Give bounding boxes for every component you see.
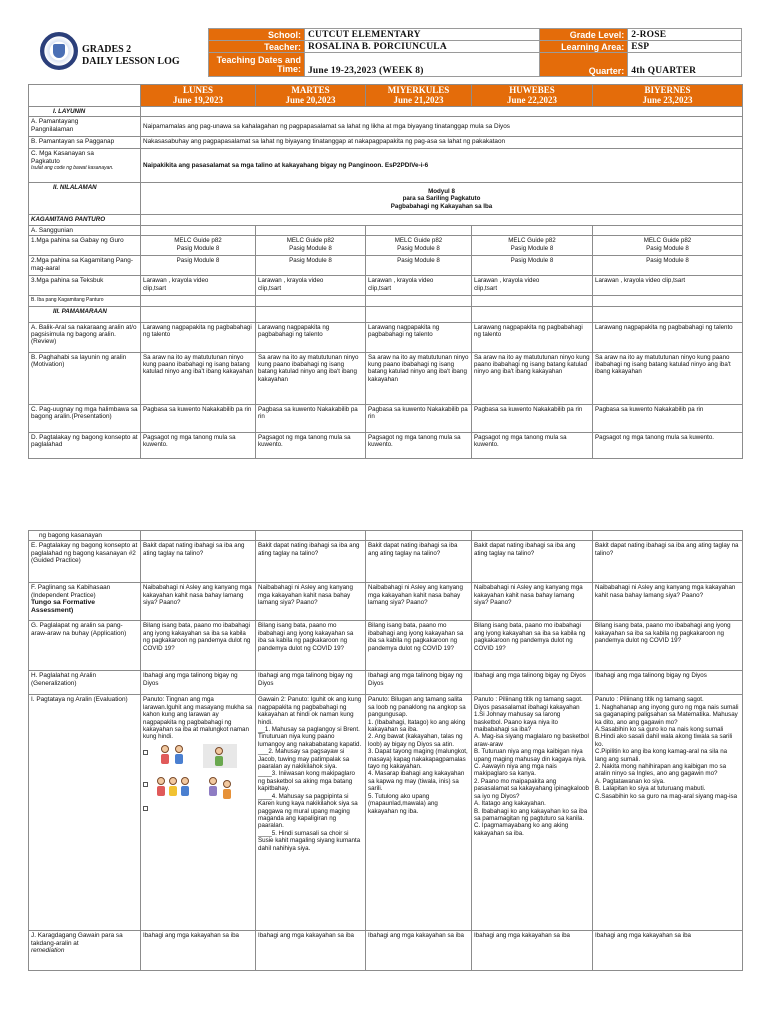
cell-tuesday: Pasig Module 8 — [256, 256, 366, 276]
cell-wednesday: Panuto: Bilugan ang tamang salita sa loob ng panaklong na angkop sa pangungusap. 1. (Ibabahagi, Itatago) ko ang aking kakayahan sa iba. 2. Ang bawat (kakayahan, talas ng loob) ay bigay ng Diyos sa atin. 3. Dapat tayong maging (malungkot, masaya) kapag nakakapagpamalas tayo ng kakayahan. 4. Masarap ibahagi ang kakayahan sa kapwa ng may (tiwala, inis) sa sarili. 5. Tutulong ako upang (mapaunlad,mawala) ang kakayahan ng iba. — [366, 695, 472, 931]
row-label: H. Paglalahat ng Aralin (Generalization) — [29, 671, 141, 695]
table-row — [29, 931, 743, 971]
cell-monday: Pasig Module 8 — [141, 256, 256, 276]
row-label: C. Mga Kasanayan sa Pagkatuto Isulat ang code ng bawat kasanayan. — [29, 149, 141, 183]
module-title: Modyul 8 para sa Sariling Pagkatuto Pagbabahagi ng Kakayahan sa Iba — [141, 183, 743, 215]
teacher-label: Teacher: — [209, 41, 305, 53]
table-row — [29, 322, 743, 352]
cell-thursday: Panuto : Piliinang titik ng tamang sagot. Diyos pasasalamat ibahagi kakayahan 1.Si Johnay mahusay sa larong basketbol. Paano kaya niya ito maibabahagi sa iba? A. Mag-isa siyang maglalaro ng basketbol araw-araw B. Tuturuan niya ang mga kaibigan niya upang maging mahusay din kagaya niya. C. Aawayin niya ang mga nais makipaglaro sa kanya. 2. Paano mo maipapakita ang pasasalamat sa kakayahang ipinagkaloob sa iyo ng Diyos? A. Itatago ang kakayahan. B. Ibabahagi ko ang kakayahan ko sa iba sa pamamagitan ng pagtuturo sa kanila. C. Ipagmamayabang ko ang aking kakayahan sa iba. — [472, 695, 593, 931]
dates-value: June 19-23,2023 (WEEK 8) — [304, 53, 539, 77]
cell-friday: Pasig Module 8 — [593, 256, 743, 276]
day-header-tuesday: MARTES June 20,2023 — [256, 85, 366, 107]
cell-friday: Panuto : Piliinang titik ng tamang sagot. 1. Naghahanap ang inyong guro ng mga nais sumali sa gaganaping paligsahan sa Matematika. Mahusay ka dito, ano ang gagawin mo? A.Sasabihin ko sa guro ko na nais kong sumali B.Hindi ako sasali dahil wala akong tiwala sa sarili ko. C.Pipilitin ko ang iba kong kamag-aral na sila na lang ang sumali. 2. Nakita mong nahihirapan ang kaibigan mo sa aralin ninyo sa Ingles, ano ang gagawin mo? A. Pagtatawanan ko siya. B. Lalapitan ko siya at tuturuang mabuti. C.Sasabihin ko sa guro na mag-aral siyang mag-isa — [593, 695, 743, 931]
cell-friday: Bakit dapat nating ibahagi sa iba ang ating taglay na talino? — [593, 541, 743, 583]
cell-thursday: Ibahagi ang mga talinong bigay ng Diyos — [472, 671, 593, 695]
cell-thursday: Pasig Module 8 — [472, 256, 593, 276]
section-title: II. NILALAMAN — [29, 183, 141, 215]
school-label: School: — [209, 29, 305, 41]
lesson-table-page-1 — [28, 84, 743, 459]
grade-level-value: 2-ROSE — [628, 29, 742, 41]
cell-tuesday: Ibahagi ang mga talinong bigay ng Diyos — [256, 671, 366, 695]
cell-tuesday: Bakit dapat nating ibahagi sa iba ang ating taglay na talino? — [256, 541, 366, 583]
log-label: DAILY LESSON LOG — [82, 56, 180, 67]
table-row — [29, 276, 743, 296]
document-title — [82, 44, 180, 68]
row-label: C. Pag-uugnay ng mga halimbawa sa bagong aralin.(Presentation) — [29, 404, 141, 432]
cell-wednesday: Bilang isang bata, paano mo ibabahagi ang iyong kakayahan sa iba sa kabila ng pagkakaroon ng pandemya dulot ng COVID 19? — [366, 621, 472, 671]
table-row-evaluation — [29, 695, 743, 931]
cell-thursday: MELC Guide p82 Pasig Module 8 — [472, 236, 593, 256]
table-row — [29, 225, 743, 235]
learning-area-label: Learning Area: — [540, 41, 628, 53]
lesson-log-page-2 — [0, 530, 768, 1024]
cell-friday: Pagbasa sa kuwento Nakakabilib pa rin — [593, 404, 743, 432]
section-title: KAGAMITANG PANTURO — [29, 215, 141, 225]
cell-friday: Ibahagi ang mga kakayahan sa iba — [593, 931, 743, 971]
table-row — [29, 117, 743, 137]
cell-wednesday: Bakit dapat nating ibahagi sa iba ang ating taglay na talino? — [366, 541, 472, 583]
cell-wednesday: Ibahagi ang mga talinong bigay ng Diyos — [366, 671, 472, 695]
row-label: 1.Mga pahina sa Gabay ng Guro — [29, 236, 141, 256]
table-row — [29, 671, 743, 695]
section-nilalaman — [29, 183, 743, 215]
cell-friday: Naibabahagi ni Asley ang kanyang mga kakayahan kahit nasa bahay lamang siya? Paano? — [593, 583, 743, 621]
grade-label: GRADES 2 — [82, 44, 132, 55]
cell-thursday: Sa araw na ito ay matututunan ninyo kung paano ibabahagi ng isang batang katulad ninyo ang iba't ibang kakayahan — [472, 352, 593, 404]
section-layunin — [29, 107, 743, 117]
cell-thursday: Naibabahagi ni Asley ang kanyang mga kakayahan kahit nasa bahay lamang siya? Paano? — [472, 583, 593, 621]
cell-tuesday: Bilang isang bata, paano mo ibabahagi ang iyong kakayahan sa iba sa kabila ng pagkakaroon ng pandemya dulot ng COVID 19? — [256, 621, 366, 671]
cell-thursday: Larawang nagpapakita ng pagbabahagi ng talento — [472, 322, 593, 352]
cell-friday: Ibahagi ang mga talinong bigay ng Diyos — [593, 671, 743, 695]
cell-monday: Larawang nagpapakita ng pagbabahagi ng talento — [141, 322, 256, 352]
answer-box[interactable] — [143, 806, 148, 811]
document-header — [28, 28, 742, 80]
row-value: Naipamamalas ang pag-unawa sa kahalagahan ng pagpapasalamat sa lahat ng likha at mga biyayang tinatanggap mula sa Diyos — [141, 117, 743, 137]
cell-monday: Pagbasa sa kuwento Nakakabilib pa rin — [141, 404, 256, 432]
cell-friday: Bilang isang bata, paano mo ibabahagi ang iyong kakayahan sa iba sa kabila ng pagkakaroon ng pandemya dulot ng COVID 19? — [593, 621, 743, 671]
table-row — [29, 256, 743, 276]
dates-label-line-2: Time: — [277, 63, 301, 74]
row-label: D. Pagtalakay ng bagong konsepto at paglalahad — [29, 432, 141, 458]
table-row — [29, 531, 743, 541]
row-label: A. Sanggunian — [29, 225, 141, 235]
deped-seal-icon — [40, 32, 78, 70]
row-label: 2.Mga pahina sa Kagamitang Pang-mag-aaral — [29, 256, 141, 276]
cell-monday: Ibahagi ang mga kakayahan sa iba — [141, 931, 256, 971]
row-label: F. Paglinang sa Kabihasaan (Independent Practice) Tungo sa Formative Assessment) — [29, 583, 141, 621]
cell-tuesday: Sa araw na ito ay matututunan ninyo kung paano ibabahagi ng isang batang katulad ninyo ang iba't ibang kakayahan — [256, 352, 366, 404]
dates-label — [209, 53, 305, 77]
cell-wednesday: Larawang nagpapakita ng pagbabahagi ng talento — [366, 322, 472, 352]
row-note: Isulat ang code ng bawat kasanayan. — [31, 165, 114, 172]
row-label: B. Pamantayan sa Pagganap — [29, 137, 141, 149]
table-row — [29, 621, 743, 671]
grade-level-label: Grade Level: — [540, 29, 628, 41]
teacher-value: ROSALINA B. PORCIUNCULA — [304, 41, 539, 53]
row-label-sub: remediation — [31, 947, 65, 955]
cell-friday: MELC Guide p82 Pasig Module 8 — [593, 236, 743, 256]
cell-wednesday: MELC Guide p82 Pasig Module 8 — [366, 236, 472, 256]
row-value: Naipakikita ang pasasalamat sa mga talino at kakayahang bigay ng Panginoon. EsP2PDIVe-i-6 — [141, 149, 743, 183]
row-label: J. Karagdagang Gawain para sa takdang-aralin at remediation — [29, 931, 141, 971]
table-row — [29, 296, 743, 306]
cell-tuesday: Naibabahagi ni Asley ang kanyang mga kakayahan kahit nasa bahay lamang siya? Paano? — [256, 583, 366, 621]
section-kagamitan — [29, 215, 743, 225]
cell-tuesday: Ibahagi ang mga kakayahan sa iba — [256, 931, 366, 971]
cell-thursday: Bakit dapat nating ibahagi sa iba ang ating taglay na talino? — [472, 541, 593, 583]
row-label: G. Paglalapat ng aralin sa pang-araw-araw na buhay (Application) — [29, 621, 141, 671]
row-label-sub: Tungo sa Formative Assessment) — [31, 599, 96, 614]
cell-thursday: Bilang isang bata, paano mo ibabahagi ang iyong kakayahan sa iba sa kabila ng pagkakaroon ng pandemya dulot ng COVID 19? — [472, 621, 593, 671]
cell-tuesday: Gawain 2: Panuto: Iguhit ok ang kung nagpapakita ng pagbabahagi ng kakayahan at hindi ok naman kung hindi. __1. Mahusay sa paglangoy si Brent. Tinuturuan niya kung paano lumangoy ang nakababatang kapatid. ___2. Mahusay sa pagsayaw si Jacob, tuwing may patimpalak sa paaralan ay nakikilahok siya. ____3. Iniiwasan kong makipaglaro ng basketbol sa aking mga batang kapitbahay. ____4. Mahusay sa pagpipinta si Karen kung kaya nakikilahok siya sa paggawa ng mural upang maging maganda ang kapaligiran ng paaralan. ____5. Hindi sumasali sa choir si Susie kahit magaling siyang kumanta dahil nahihiya siya. — [256, 695, 366, 931]
row-value: Nakasasabuhay ang pagpapasalamat sa lahat ng biyayang tinatanggap at nakapagpapakita ng pag-asa sa lahat ng pakakataon — [141, 137, 743, 149]
cell-monday: Panuto: Tingnan ang mga larawan.Iguhit ang masayang mukha sa kahon kung ang larawan ay nagpapakita ng pagbabahagi ng kakayahan sa iba at malungkot naman kung hindi. — [141, 695, 256, 931]
cell-tuesday: Pagbasa sa kuwento Nakakabilib pa rin — [256, 404, 366, 432]
cell-wednesday: Pasig Module 8 — [366, 256, 472, 276]
row-label: 3.Mga pahina sa Teksbuk — [29, 276, 141, 296]
group-picture-icon — [157, 776, 191, 800]
table-row — [29, 149, 743, 183]
cell-tuesday: Pagsagot ng mga tanong mula sa kuwento. — [256, 432, 366, 458]
row-label: B. Iba pang Kagamitang Panturo — [29, 296, 141, 306]
day-header-wednesday: MIYERKULES June 21,2023 — [366, 85, 472, 107]
answer-box[interactable] — [143, 750, 148, 755]
row-label: I. Pagtataya ng Aralin (Evaluation) — [29, 695, 141, 931]
table-row — [29, 236, 743, 256]
cell-monday: Bakit dapat nating ibahagi sa iba ang ating taglay na talino? — [141, 541, 256, 583]
cell-monday: Pagsagot ng mga tanong mula sa kuwento. — [141, 432, 256, 458]
day-header-friday: BIYERNES June 23,2023 — [593, 85, 743, 107]
header-info-table — [208, 28, 742, 77]
lesson-table-page-2 — [28, 530, 743, 971]
quarter-label: Quarter: — [540, 53, 628, 77]
quarter-value: 4th QUARTER — [628, 53, 742, 77]
evaluation-pictures — [143, 744, 253, 814]
table-row — [29, 404, 743, 432]
cell-wednesday: Sa araw na ito ay matututunan ninyo kung paano ibabahagi ng isang batang katulad ninyo ang iba't ibang kakayahan — [366, 352, 472, 404]
cell-thursday: Ibahagi ang mga kakayahan sa iba — [472, 931, 593, 971]
cell-tuesday: Larawan , krayola video clip,tsart — [256, 276, 366, 296]
row-label: E. Pagtalakay ng bagong konsepto at paglalahad ng bagong kasanayan #2 (Guided Practice) — [29, 541, 141, 583]
cell-monday: Sa araw na ito ay matututunan ninyo kung paano ibabahagi ng isang batang katulad ninyo ang iba't ibang kakayahan — [141, 352, 256, 404]
cell-wednesday: Pagsagot ng mga tanong mula sa kuwento. — [366, 432, 472, 458]
table-row — [29, 583, 743, 621]
cell-tuesday: MELC Guide p82 Pasig Module 8 — [256, 236, 366, 256]
answer-box[interactable] — [143, 782, 148, 787]
cell-friday: Sa araw na ito ay matututunan ninyo kung paano ibabahagi ng isang batang katulad ninyo ang iba't ibang kakayahan — [593, 352, 743, 404]
day-header-monday: LUNES June 19,2023 — [141, 85, 256, 107]
day-header-corner — [29, 85, 141, 107]
row-label: B. Paghahabi sa layunin ng aralin (Motivation) — [29, 352, 141, 404]
cell-friday: Larawang nagpapakita ng pagbabahagi ng talento — [593, 322, 743, 352]
section-title: III. PAMAMARAAN — [29, 306, 141, 322]
dates-label-line-1: Teaching Dates and — [216, 54, 301, 65]
day-header-row — [29, 85, 743, 107]
row-label: A. Pamantayang Pangnilalaman — [29, 117, 141, 137]
cell-wednesday: Larawan , krayola video clip,tsart — [366, 276, 472, 296]
classroom-picture-icon — [203, 744, 237, 768]
cell-monday: MELC Guide p82 Pasig Module 8 — [141, 236, 256, 256]
cell-monday: Naibabahagi ni Asley ang kanyang mga kakayahan kahit nasa bahay lamang siya? Paano? — [141, 583, 256, 621]
cell-thursday: Larawan , krayola video clip,tsart — [472, 276, 593, 296]
table-row — [29, 541, 743, 583]
learning-area-value: ESP — [628, 41, 742, 53]
table-row — [29, 352, 743, 404]
cell-wednesday: Pagbasa sa kuwento Nakakabilib pa rin — [366, 404, 472, 432]
cell-tuesday: Larawang nagpapakita ng pagbabahagi ng talento — [256, 322, 366, 352]
cell-friday: Pagsagot ng mga tanong mula sa kuwento. — [593, 432, 743, 458]
cell-friday: Larawan , krayola video clip,tsart — [593, 276, 743, 296]
lesson-log-page-1 — [0, 0, 768, 510]
cell-thursday: Pagbasa sa kuwento Nakakabilib pa rin — [472, 404, 593, 432]
cell-monday: Ibahagi ang mga talinong bigay ng Diyos — [141, 671, 256, 695]
section-title: I. LAYUNIN — [29, 107, 141, 117]
cell-wednesday: Ibahagi ang mga kakayahan sa iba — [366, 931, 472, 971]
section-pamamaraan — [29, 306, 743, 322]
children-picture-icon — [157, 744, 191, 768]
cell-monday: Bilang isang bata, paano mo ibabahagi ang iyong kakayahan sa iba sa kabila ng pagkakaroon ng pandemya dulot ng COVID 19? — [141, 621, 256, 671]
row-label: A. Balik-Aral sa nakaraang aralin at/o pagsisimula ng bagong aralin.(Review) — [29, 322, 141, 352]
reading-picture-icon — [203, 776, 237, 800]
day-header-thursday: HUWEBES June 22,2023 — [472, 85, 593, 107]
row-label-continued: ng bagong kasanayan — [29, 531, 141, 541]
cell-monday: Larawan , krayola video clip,tsart — [141, 276, 256, 296]
cell-wednesday: Naibabahagi ni Asley ang kanyang mga kakayahan kahit nasa bahay lamang siya? Paano? — [366, 583, 472, 621]
table-row — [29, 137, 743, 149]
school-value: CUTCUT ELEMENTARY — [304, 29, 539, 41]
cell-thursday: Pagsagot ng mga tanong mula sa kuwento. — [472, 432, 593, 458]
table-row — [29, 432, 743, 458]
